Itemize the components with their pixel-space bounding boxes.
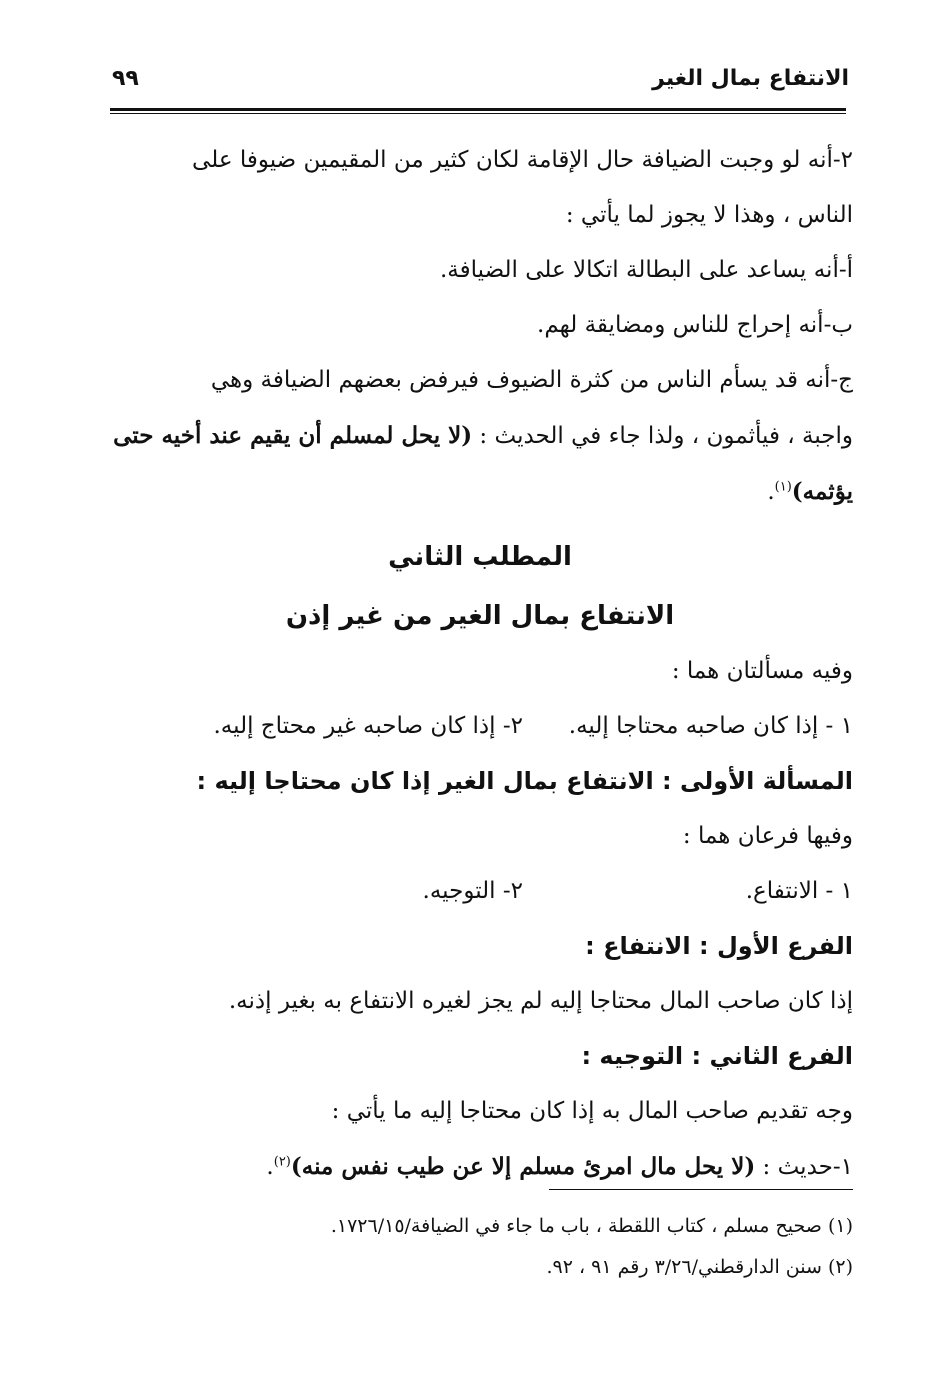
branch-1-title: الفرع الأول : الانتفاع :: [585, 932, 853, 960]
list-item-c-end: [107, 464, 853, 520]
list-item-c-continued: [107, 408, 853, 464]
intro-branches: وفيها فرعان هما :: [682, 823, 853, 849]
hadith-quote: (لا يحل لمسلم أن يقيم عند أخيه حتى: [113, 422, 473, 449]
list-item-a: أ-أنه يساعد على البطالة اتكالا على الضيافة.: [440, 257, 853, 283]
plain-text: واجبة ، فيأثمون ، ولذا جاء في الحديث :: [472, 423, 853, 449]
paragraph-line: ٢-أنه لو وجبت الضيافة حال الإقامة لكان كثير من المقيمين ضيوفا على: [192, 147, 853, 173]
hadith-item: [107, 1139, 853, 1195]
question-2: ٢- إذا كان صاحبه غير محتاج إليه.: [213, 713, 523, 739]
header-rule-thin: [110, 113, 846, 114]
list-item-c: ج-أنه قد يسأم الناس من كثرة الضيوف فيرفض بعضهم الضيافة وهي: [210, 367, 853, 393]
period: .: [266, 1154, 274, 1180]
branch-2-text: وجه تقديم صاحب المال به إذا كان محتاجا إليه ما يأتي :: [331, 1098, 853, 1124]
footnote-ref-1: (١): [774, 479, 792, 495]
running-title: الانتفاع بمال الغير: [652, 66, 849, 91]
main-text: [107, 133, 853, 1195]
hadith-quote-end: يؤثمه): [791, 478, 853, 505]
questions-row: [107, 699, 853, 754]
footnote-rule: [549, 1189, 853, 1190]
issue-1-title: المسألة الأولى : الانتفاع بمال الغير إذا كان محتاجا إليه :: [196, 767, 853, 795]
intro-questions: وفيه مسألتان هما :: [671, 658, 853, 684]
hadith-prefix: ١-حديث :: [755, 1154, 853, 1180]
branch-1-item: ١ - الانتفاع.: [745, 878, 853, 904]
page-number: ٩٩: [112, 66, 139, 91]
footnotes: [107, 1206, 853, 1288]
paragraph-line: الناس ، وهذا لا يجوز لما يأتي :: [565, 202, 853, 228]
header-rule: [110, 108, 846, 111]
list-item-b: ب-أنه إحراج للناس ومضايقة لهم.: [537, 312, 853, 338]
section-title: المطلب الثاني: [388, 542, 572, 572]
branches-row: [107, 864, 853, 919]
footnote-2: (٢) سنن الدارقطني/٣/٢٦ رقم ٩١ ، ٩٢.: [546, 1256, 853, 1278]
question-1: ١ - إذا كان صاحبه محتاجا إليه.: [568, 713, 853, 739]
footnote-1: (١) صحيح مسلم ، كتاب اللقطة ، باب ما جاء في الضيافة/١٧٢٦/١٥.: [330, 1215, 853, 1237]
branch-1-text: إذا كان صاحب المال محتاجا إليه لم يجز لغيره الانتفاع به بغير إذنه.: [228, 988, 853, 1014]
period: .: [767, 479, 775, 505]
footnote-ref-2: (٢): [273, 1154, 291, 1170]
hadith-quote: (لا يحل مال امرئ مسلم إلا عن طيب نفس منه): [290, 1153, 756, 1180]
branch-2-title: الفرع الثاني : التوجيه :: [581, 1042, 853, 1070]
section-subtitle: الانتفاع بمال الغير من غير إذن: [285, 601, 675, 631]
branch-2-item: ٢- التوجيه.: [422, 878, 523, 904]
